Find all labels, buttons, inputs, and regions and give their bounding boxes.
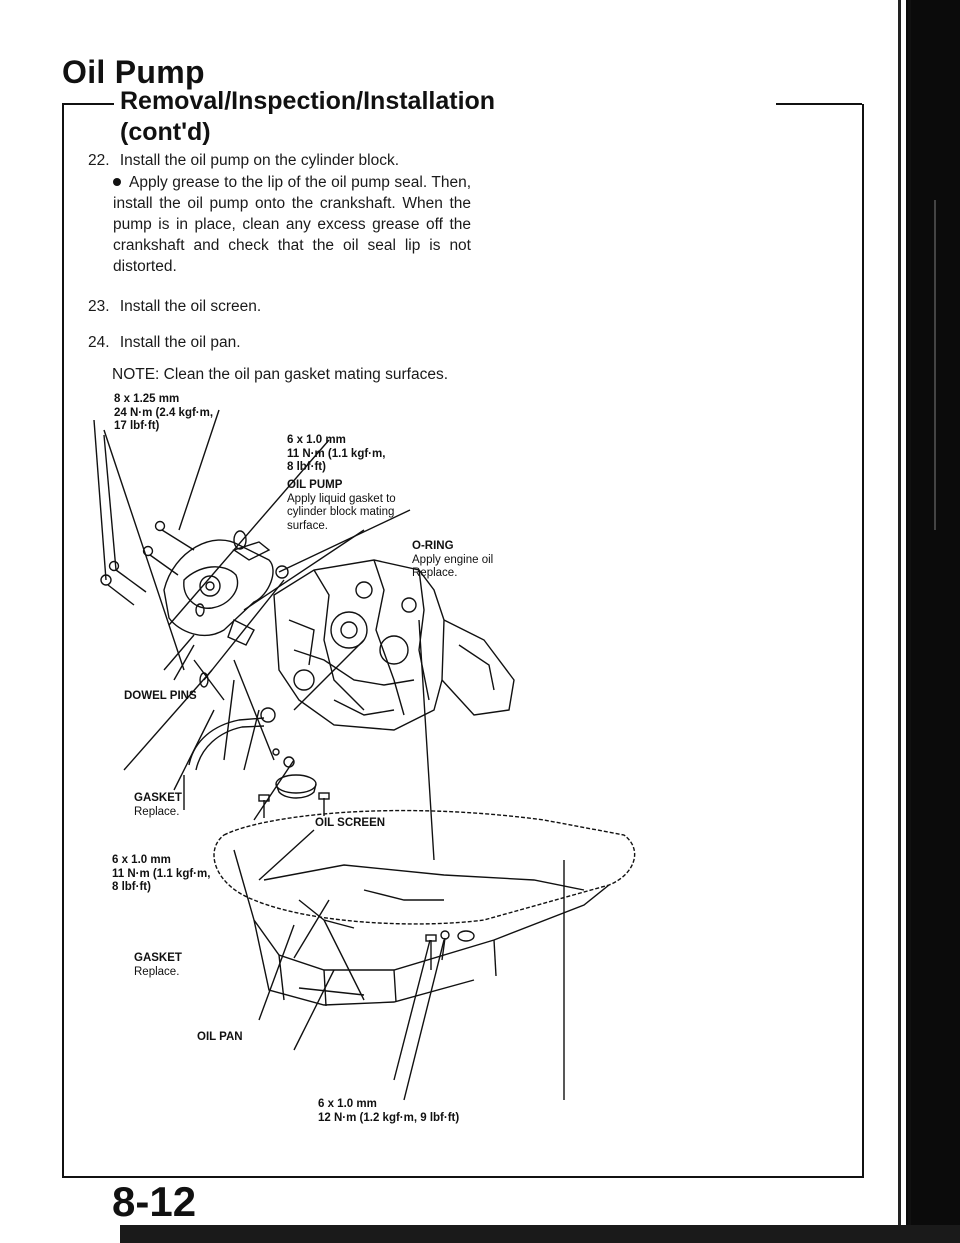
callout-line: Replace. — [412, 567, 458, 579]
callout-bolt-6x10-bottom — [318, 1098, 459, 1125]
step-24 — [88, 332, 468, 353]
callout-title: O-RING — [412, 540, 454, 552]
callout-gasket-screen — [134, 792, 182, 819]
callout-line: 8 x 1.25 mm — [114, 393, 180, 405]
step-text: Install the oil screen. — [119, 298, 262, 315]
callout-line: 8 lbf·ft) — [112, 881, 151, 893]
callout-dowel-pins — [124, 690, 197, 704]
callout-line: 8 lbf·ft) — [287, 461, 326, 473]
step-number: 22. — [88, 152, 110, 169]
step-text: Install the oil pump on the cylinder block. — [119, 152, 400, 169]
margin-mark — [934, 200, 936, 530]
page-edge-line — [898, 0, 901, 1243]
scan-edge-bar — [906, 0, 960, 1243]
callout-line: 17 lbf·ft) — [114, 420, 160, 432]
step-number: 24. — [88, 334, 110, 351]
callout-line: Apply liquid gasket to — [287, 492, 396, 505]
callout-title: OIL SCREEN — [315, 817, 386, 829]
callout-line: surface. — [287, 519, 328, 532]
callout-line: 6 x 1.0 mm — [112, 854, 171, 866]
step-text: Install the oil pan. — [119, 334, 241, 351]
callout-line: Apply engine oil — [412, 553, 494, 566]
step-23 — [88, 296, 468, 317]
callout-line: Replace. — [134, 805, 180, 818]
callout-gasket-pan — [134, 952, 182, 979]
callout-oil-screen — [315, 817, 385, 831]
callout-line: Replace. — [134, 965, 180, 978]
callout-bolt-6x10-top — [287, 434, 385, 475]
callout-title: GASKET — [134, 952, 182, 964]
step-number: 23. — [88, 298, 110, 315]
margin-mark — [908, 0, 911, 1243]
callout-title: OIL PUMP — [287, 479, 343, 491]
scan-bottom-band — [0, 1225, 960, 1243]
bullet-text: Apply grease to the lip of the oil pump seal. Then, install the oil pump onto the crankshaft. When the pump is in place, clean any excess grease off the crankshaft and check that the oil seal lip is not distorted. — [113, 174, 471, 275]
callout-line: 6 x 1.0 mm — [287, 434, 346, 446]
oil-pump-exploded-diagram — [64, 380, 824, 1170]
callout-bolt-6x10-mid — [112, 854, 210, 895]
note: NOTE: Clean the oil pan gasket mating surfaces. — [112, 366, 448, 383]
callout-line: 12 N·m (1.2 kgf·m, 9 lbf·ft) — [318, 1111, 460, 1124]
callout-line: 11 N·m (1.1 kgf·m, — [112, 867, 211, 880]
callout-title: GASKET — [134, 792, 182, 804]
callout-title: DOWEL PINS — [124, 690, 197, 702]
callout-line: 6 x 1.0 mm — [318, 1098, 377, 1110]
page-title: Oil Pump — [62, 54, 205, 90]
step-22 — [88, 150, 468, 171]
page-number: 8-12 — [112, 1178, 197, 1225]
callout-line: cylinder block mating — [287, 506, 395, 518]
callout-oil-pump — [287, 479, 396, 533]
callout-o-ring — [412, 540, 493, 581]
callout-title: OIL PAN — [197, 1031, 243, 1043]
step-22-bullet — [113, 172, 471, 277]
callout-oil-pan — [197, 1031, 243, 1045]
section-heading-line2: (cont'd) — [120, 118, 211, 146]
callout-line: 11 N·m (1.1 kgf·m, — [287, 447, 386, 460]
callout-bolt-8x125 — [114, 393, 213, 434]
section-heading-line1: Removal/Inspection/Installation — [120, 87, 496, 115]
bullet-icon — [113, 178, 121, 186]
callout-line: 24 N·m (2.4 kgf·m, — [114, 406, 214, 419]
